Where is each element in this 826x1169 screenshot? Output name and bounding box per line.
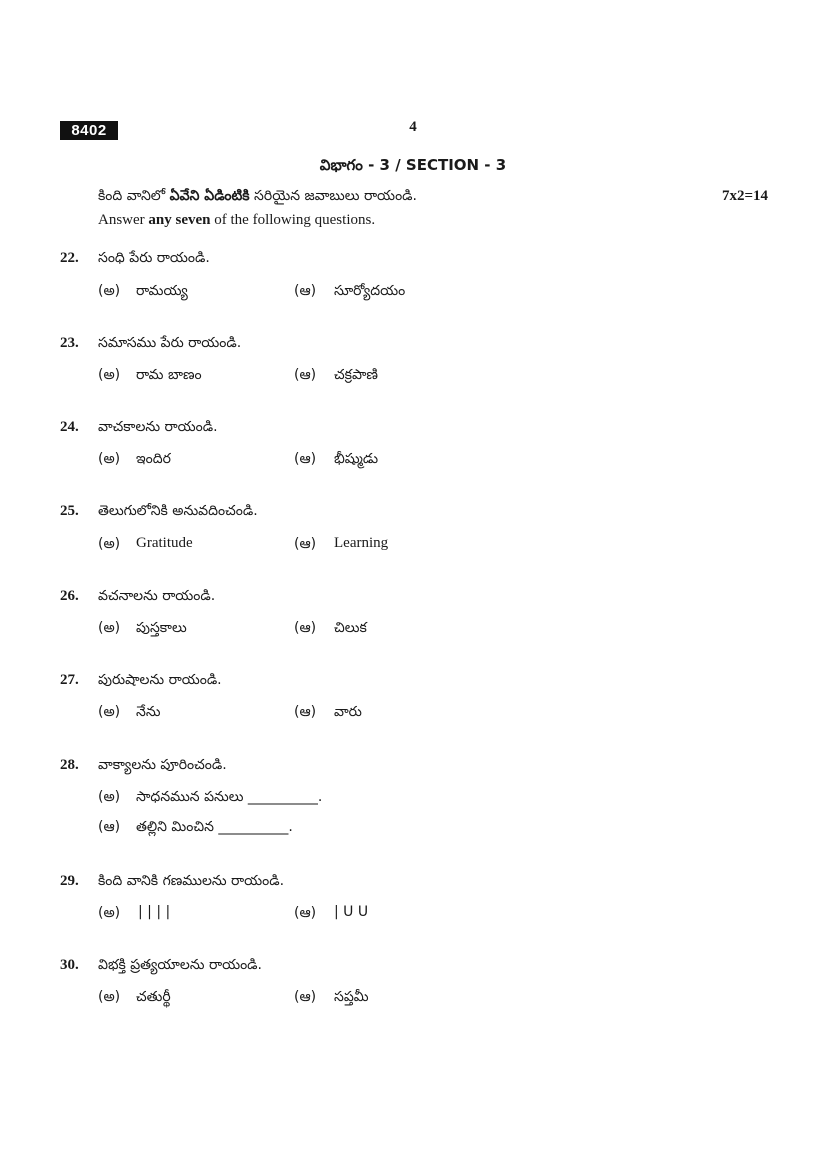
option-text: | | | | — [138, 904, 171, 920]
option-text: Learning — [334, 535, 389, 551]
option-label: (ఆ) — [294, 283, 317, 299]
question-text: కింది వానికి గణములను రాయండి. — [98, 873, 285, 889]
question-number: 25. — [60, 503, 79, 519]
option-label: (అ) — [98, 704, 121, 720]
option-text: | U U — [334, 904, 369, 920]
option-text: Gratitude — [136, 535, 193, 551]
question-text: వాచకాలను రాయండి. — [98, 419, 218, 435]
option-label: (ఆ) — [98, 819, 121, 835]
option-label: (అ) — [98, 536, 121, 552]
option-label: (ఆ) — [294, 989, 317, 1005]
option-text: తల్లిని మించిన __________. — [136, 819, 293, 835]
option-label: (ఆ) — [294, 704, 317, 720]
option-text: భీష్ముడు — [334, 451, 379, 467]
option-text: చక్రపాణి — [334, 367, 378, 383]
question-number: 22. — [60, 250, 79, 266]
option-text: సప్తమీ — [334, 989, 369, 1005]
option-text: సూర్యోదయం — [334, 283, 406, 299]
question-text: సంధి పేరు రాయండి. — [98, 250, 210, 266]
question-number: 29. — [60, 873, 79, 889]
option-label: (ఆ) — [294, 905, 317, 921]
page-number: 4 — [409, 119, 417, 135]
instruction-en-prefix: Answer — [98, 212, 149, 228]
question-text: సమాసము పేరు రాయండి. — [98, 335, 242, 351]
question-text: వాక్యాలను పూరించండి. — [98, 757, 227, 773]
question-number: 26. — [60, 588, 79, 604]
option-text: నేను — [136, 704, 161, 720]
question-text: విభక్తి ప్రత్యయాలను రాయండి. — [98, 957, 262, 973]
question-text: వచనాలను రాయండి. — [98, 588, 216, 604]
option-text: వారు — [334, 704, 362, 720]
option-label: (అ) — [98, 367, 121, 383]
option-label: (ఆ) — [294, 536, 317, 552]
question-number: 27. — [60, 672, 79, 688]
instruction-telugu — [98, 188, 417, 207]
option-label: (అ) — [98, 905, 121, 921]
instruction-en-suffix: of the following questions. — [210, 212, 376, 228]
option-label: (ఆ) — [294, 367, 317, 383]
instruction-te-suffix: సరియైన జవాబులు రాయండి. — [249, 188, 417, 204]
option-text: చిలుక — [334, 620, 367, 636]
option-label: (ఆ) — [294, 451, 317, 467]
question-number: 28. — [60, 757, 79, 773]
option-label: (అ) — [98, 283, 121, 299]
option-text: సాధనమున పనులు __________. — [136, 789, 323, 805]
question-number: 23. — [60, 335, 79, 351]
question-number: 30. — [60, 957, 79, 973]
question-number: 24. — [60, 419, 79, 435]
option-label: (అ) — [98, 989, 121, 1005]
option-label: (ఆ) — [294, 620, 317, 636]
paper-code-badge: 8402 — [60, 121, 118, 140]
instruction-te-bold: ఏవేని ఏడింటికి — [169, 188, 250, 204]
option-text: పుస్తకాలు — [136, 620, 187, 636]
question-text: పురుషాలను రాయండి. — [98, 672, 222, 688]
marks-allocation: 7x2=14 — [721, 188, 768, 204]
option-text: రామయ్య — [136, 283, 188, 299]
option-text: ఇందిర — [136, 451, 171, 467]
option-text: చతుర్థీ — [136, 989, 171, 1005]
section-title: విభాగం - 3 / SECTION - 3 — [319, 156, 507, 174]
option-label: (అ) — [98, 451, 121, 467]
question-text: తెలుగులోనికి అనువదించండి. — [98, 503, 258, 519]
instruction-te-prefix: కింది వానిలో — [98, 188, 170, 204]
option-label: (అ) — [98, 789, 121, 805]
instruction-english — [98, 212, 375, 229]
option-label: (అ) — [98, 620, 121, 636]
option-text: రామ బాణం — [136, 367, 202, 383]
instruction-en-bold: any seven — [148, 212, 211, 228]
